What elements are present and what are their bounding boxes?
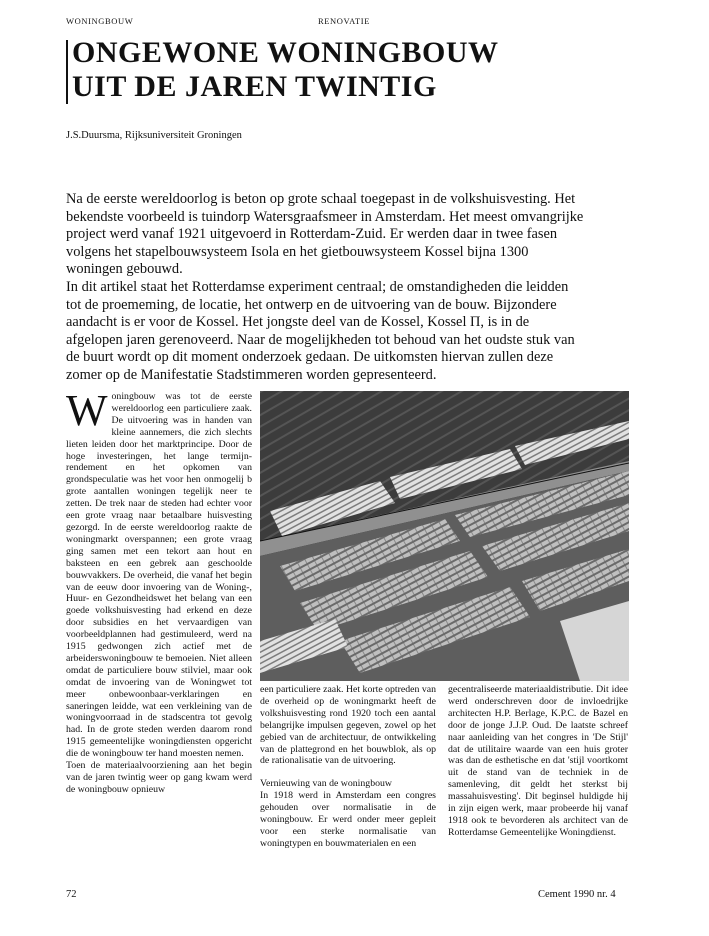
running-header-right: RENOVATIE — [318, 16, 370, 26]
aerial-photo-housing — [260, 391, 629, 681]
drop-cap: W — [66, 386, 108, 435]
title-line-2: UIT DE JAREN TWINTIG — [72, 70, 437, 103]
body-column-2 — [260, 684, 436, 850]
body-paragraph: In 1918 werd in Amsterdam een congres gehouden over normalisatie in de woningbouw. Er werd onder meer gepleit voor een sterke normalisatie van woningtypen en bouwmaterialen en een — [260, 790, 436, 849]
intro-lead — [66, 191, 586, 385]
article-title — [72, 36, 499, 104]
aerial-photo-illustration — [260, 391, 629, 681]
body-paragraph: oningbouw was tot de eerste wereldoorlog een particuliere zaak. De uitvoering was in handen van kleine aannemers, die zich slechts lieten leiden door het marktprincipe. Door de hoge investeringen, het lange termijn-rendement en het opkomen van grondspeculatie was het voor hen onmogelij b grote aantallen woningen tegelijk neer te zetten. De trek naar de steden had echter voor een grote vraag naar betaalbare huisvesting gezorgd. In de eerste wereldoorlog raakte de woningmarkt overspannen; een grote vraag ging samen met een tekort aan hout en baksteen en een gebrek aan geschoolde bouwvakkers. De overheid, die vanaf het begin van de eeuw door invoering van de Woning-, Huur- en Gezondheidswet het belang van een goede volkshuisvesting had erkend en deze door subsidies en het vervaardigen van voorbeeldplannen had gestimuleerd, werd na 1915 gedwongen zich actief met de arbeiderswoningbouw te bemoeien. Niet alleen omdat de particuliere bouw stilviel, maar ook omdat de invoering van de Woningwet tot meer onbewoonbaar-verklaringen en saneringen leidde, wat een verkleining van de woningvoorraad in de stadscentra tot gevolg had. In de grote steden werden daarom rond 1915 gemeentelijke woningdiensten opgericht die de woningbouw ter hand moesten nemen. — [66, 391, 252, 760]
body-column-3 — [448, 684, 628, 839]
author-line: J.S.Duursma, Rijksuniversiteit Groningen — [66, 130, 242, 141]
title-line-1: ONGEWONE WONINGBOUW — [72, 36, 499, 69]
intro-paragraph-1: Na de eerste wereldoorlog is beton op grote schaal toegepast in de volkshuisvesting. Het bekendste voorbeeld is tuindorp Watersgraafsmeer in Amsterdam. Het meest omvangrijke project werd vanaf 1921 uitgevoerd in Rotterdam-Zuid. Er werden daar in twee fasen volgens het stapelbouwsysteem Isola en het gietbouwsysteem Kossel bijna 1300 woningen gebouwd. — [66, 191, 584, 278]
body-paragraph: een particuliere zaak. Het korte optreden van de overheid op de woningmarkt heeft de volkshuisvesting rond 1920 toch een aantal belangrijke impulsen gegeven, zowel op het gebied van de architectuur, de ontwikkeling van de plattegrond en het bouwblok, als op de rationalisatie van de uitvoering. — [260, 684, 436, 767]
subheading: Vernieuwing van de woningbouw — [260, 778, 392, 790]
page-number: 72 — [66, 889, 77, 900]
body-column-1 — [66, 386, 252, 796]
body-paragraph: gecentraliseerde materiaaldistributie. Dit idee werd onderschreven door de invloedrijke architecten H.P. Berlage, K.P.C. de Bazel en door de jonge J.J.P. Oud. De laatste schreef naar aanleiding van het congres in 'De Stijl' dat de utilitaire waarde van een huis groter was dan de esthetische en dat 'stijl voortkomt uit de stand van de techniek in de samenleving, dit geldt het sterkst bij massahuisvesting'. Dit beginsel huldigde hij in zijn eigen werk, maar probeerde hij vanaf 1918 ook te bevorderen als architect van de Rotterdamse Gemeentelijke Woningdienst. — [448, 684, 628, 838]
intro-paragraph-2: In dit artikel staat het Rotterdamse experiment centraal; de omstandigheden die leidden tot de proememing, de locatie, het ontwerp en de uitvoering van de bouw. Bijzondere aandacht is er voor de Kossel. Het jongste deel van de Kossel, Kossel Π, is in de afgelopen jaren gerenoveerd. Naar de mogelijkheden tot behoud van het oudste stuk van de buurt wordt op dit moment onderzoek gedaan. De uitkomsten hiervan zullen deze zomer op de Manifestatie Stadstimmeren worden gepresenteerd. — [66, 278, 575, 383]
title-rule — [66, 40, 68, 104]
body-paragraph: Toen de materiaalvoorziening aan het begin van de jaren twintig weer op gang kwam werd de woningbouw opnieuw — [66, 760, 252, 795]
running-header-left: WONINGBOUW — [66, 16, 134, 26]
journal-footer: Cement 1990 nr. 4 — [538, 889, 616, 900]
